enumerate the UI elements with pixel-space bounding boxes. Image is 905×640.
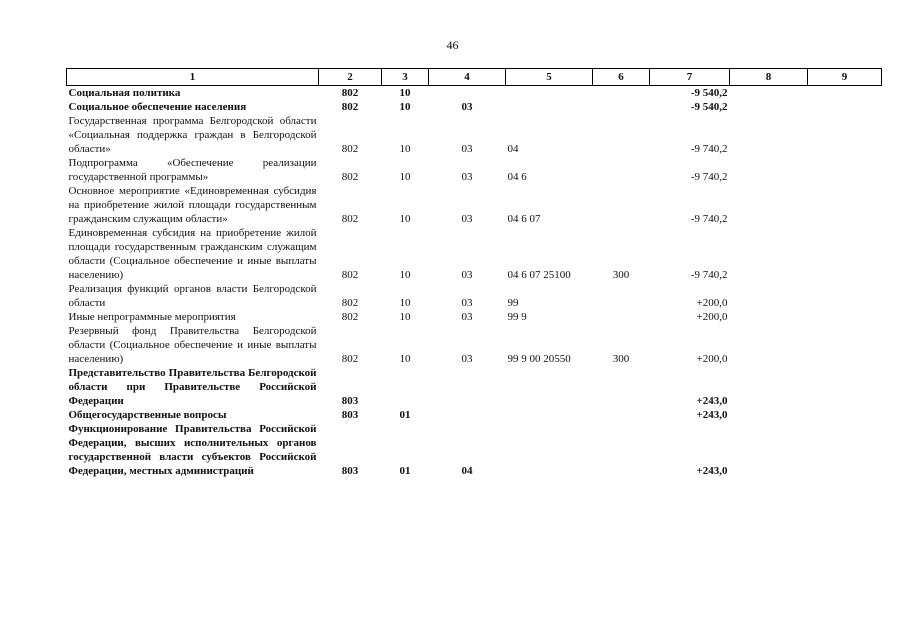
row-code-2: 802	[341, 143, 359, 155]
row-code-4: 03	[461, 143, 473, 155]
row-code-4	[429, 408, 506, 422]
row-col-8	[730, 422, 808, 478]
row-code-3: 01	[399, 409, 411, 421]
row-code-5: 04	[507, 143, 519, 155]
budget-table	[66, 68, 882, 478]
row-code-2: 803	[341, 395, 359, 407]
row-col-9	[808, 226, 882, 282]
header-cell: 3	[382, 69, 429, 86]
row-amount: -9 540,2	[690, 101, 728, 113]
row-name: Социальная политика	[68, 87, 181, 99]
row-name: Функционирование Правительства Российской Федерации, высших исполнительных органов государственной власти субъектов Российской Федерации, местных администраций	[68, 423, 317, 477]
header-cell: 7	[650, 69, 730, 86]
table-row	[67, 100, 882, 114]
row-col-8	[730, 184, 808, 226]
row-code-4: 03	[461, 213, 473, 225]
row-col-9	[808, 310, 882, 324]
row-code-5: 99	[507, 297, 519, 309]
row-code-4	[429, 86, 506, 101]
table-row	[67, 184, 882, 226]
row-code-3: 10	[399, 213, 411, 225]
row-col-8	[730, 408, 808, 422]
table-row	[67, 156, 882, 184]
table-row	[67, 310, 882, 324]
row-code-2: 803	[341, 465, 359, 477]
row-amount: +243,0	[696, 409, 728, 421]
row-code-6: 300	[612, 269, 630, 281]
header-cell: 8	[730, 69, 808, 86]
row-amount: -9 740,2	[690, 171, 728, 183]
row-amount: -9 740,2	[690, 269, 728, 281]
header-cell: 2	[319, 69, 382, 86]
row-code-3	[382, 366, 429, 408]
row-code-2: 802	[341, 213, 359, 225]
row-col-9	[808, 86, 882, 101]
row-code-2: 802	[341, 297, 359, 309]
header-row	[67, 69, 882, 86]
row-code-5: 04 6	[507, 171, 527, 183]
row-name: Реализация функций органов власти Белгородской области	[68, 283, 317, 309]
row-col-9	[808, 366, 882, 408]
table-row	[67, 114, 882, 156]
row-name: Иные непрограммные мероприятия	[68, 311, 236, 323]
row-amount: -9 740,2	[690, 143, 728, 155]
row-code-6	[593, 156, 650, 184]
row-code-5	[506, 100, 593, 114]
row-code-4: 03	[461, 171, 473, 183]
row-name: Социальное обеспечение населения	[68, 101, 247, 113]
row-col-9	[808, 324, 882, 366]
row-code-2: 802	[341, 171, 359, 183]
row-code-6	[593, 100, 650, 114]
row-code-3: 10	[399, 101, 411, 113]
row-code-5	[506, 408, 593, 422]
row-amount: +200,0	[696, 297, 728, 309]
row-code-6: 300	[612, 353, 630, 365]
row-code-4: 03	[461, 311, 473, 323]
row-code-6	[593, 366, 650, 408]
row-code-6	[593, 422, 650, 478]
row-col-9	[808, 282, 882, 310]
row-code-2: 802	[341, 101, 359, 113]
row-code-2: 802	[341, 269, 359, 281]
table-row	[67, 324, 882, 366]
row-name: Резервный фонд Правительства Белгородской области (Социальное обеспечение и иные выплаты населению)	[68, 325, 317, 365]
row-code-3: 01	[399, 465, 411, 477]
row-code-3: 10	[399, 297, 411, 309]
row-col-8	[730, 366, 808, 408]
row-amount: +200,0	[696, 311, 728, 323]
row-code-4: 03	[461, 101, 473, 113]
row-code-4	[429, 366, 506, 408]
row-code-6	[593, 184, 650, 226]
row-name: Представительство Правительства Белгородской области при Правительстве Российской Федерации	[68, 367, 317, 407]
row-col-8	[730, 156, 808, 184]
row-code-3: 10	[399, 311, 411, 323]
row-col-9	[808, 184, 882, 226]
row-code-6	[593, 282, 650, 310]
row-code-2: 802	[341, 311, 359, 323]
row-col-9	[808, 422, 882, 478]
row-code-5: 99 9 00 20550	[507, 353, 571, 365]
table-row	[67, 422, 882, 478]
table-row	[67, 86, 882, 101]
row-amount: +200,0	[696, 353, 728, 365]
row-code-6	[593, 86, 650, 101]
table-row	[67, 282, 882, 310]
row-code-2: 803	[341, 409, 359, 421]
row-col-8	[730, 114, 808, 156]
row-code-4: 04	[461, 465, 473, 477]
row-name: Единовременная субсидия на приобретение жилой площади государственным гражданским служащим области (Социальное обеспечение и иные выплаты населению)	[68, 227, 317, 281]
table-row	[67, 408, 882, 422]
row-code-3: 10	[399, 87, 411, 99]
row-col-9	[808, 100, 882, 114]
row-code-5: 99 9	[507, 311, 527, 323]
row-code-4: 03	[461, 353, 473, 365]
row-col-9	[808, 114, 882, 156]
header-cell: 1	[67, 69, 319, 86]
row-code-5	[506, 422, 593, 478]
row-code-3: 10	[399, 171, 411, 183]
row-amount: -9 540,2	[690, 87, 728, 99]
row-col-8	[730, 324, 808, 366]
page-number: 46	[446, 38, 459, 52]
row-code-5	[506, 366, 593, 408]
row-code-5: 04 6 07 25100	[507, 269, 571, 281]
row-col-8	[730, 100, 808, 114]
row-amount: -9 740,2	[690, 213, 728, 225]
row-amount: +243,0	[696, 465, 728, 477]
row-col-8	[730, 86, 808, 101]
row-code-5	[506, 86, 593, 101]
row-code-2: 802	[341, 87, 359, 99]
row-code-3: 10	[399, 353, 411, 365]
row-name: Подпрограмма «Обеспечение реализации государственной программы»	[68, 157, 317, 183]
header-cell: 9	[808, 69, 882, 86]
row-name: Государственная программа Белгородской области «Социальная поддержка граждан в Белгородской области»	[68, 115, 317, 155]
header-cell: 4	[429, 69, 506, 86]
row-col-8	[730, 282, 808, 310]
row-code-2: 802	[341, 353, 359, 365]
row-amount: +243,0	[696, 395, 728, 407]
row-col-9	[808, 156, 882, 184]
row-col-9	[808, 408, 882, 422]
row-code-6	[593, 408, 650, 422]
row-code-3: 10	[399, 143, 411, 155]
row-code-4: 03	[461, 297, 473, 309]
row-name: Общегосударственные вопросы	[68, 409, 227, 421]
table-row	[67, 226, 882, 282]
row-name: Основное мероприятие «Единовременная субсидия на приобретение жилой площади государственным гражданским служащим области»	[68, 185, 317, 225]
row-code-5: 04 6 07	[507, 213, 541, 225]
header-cell: 5	[506, 69, 593, 86]
row-code-6	[593, 114, 650, 156]
table-row	[67, 366, 882, 408]
row-col-8	[730, 310, 808, 324]
row-code-3: 10	[399, 269, 411, 281]
header-cell: 6	[593, 69, 650, 86]
table-body	[67, 86, 882, 479]
row-code-6	[593, 310, 650, 324]
table-header	[67, 69, 882, 86]
row-col-8	[730, 226, 808, 282]
row-code-4: 03	[461, 269, 473, 281]
